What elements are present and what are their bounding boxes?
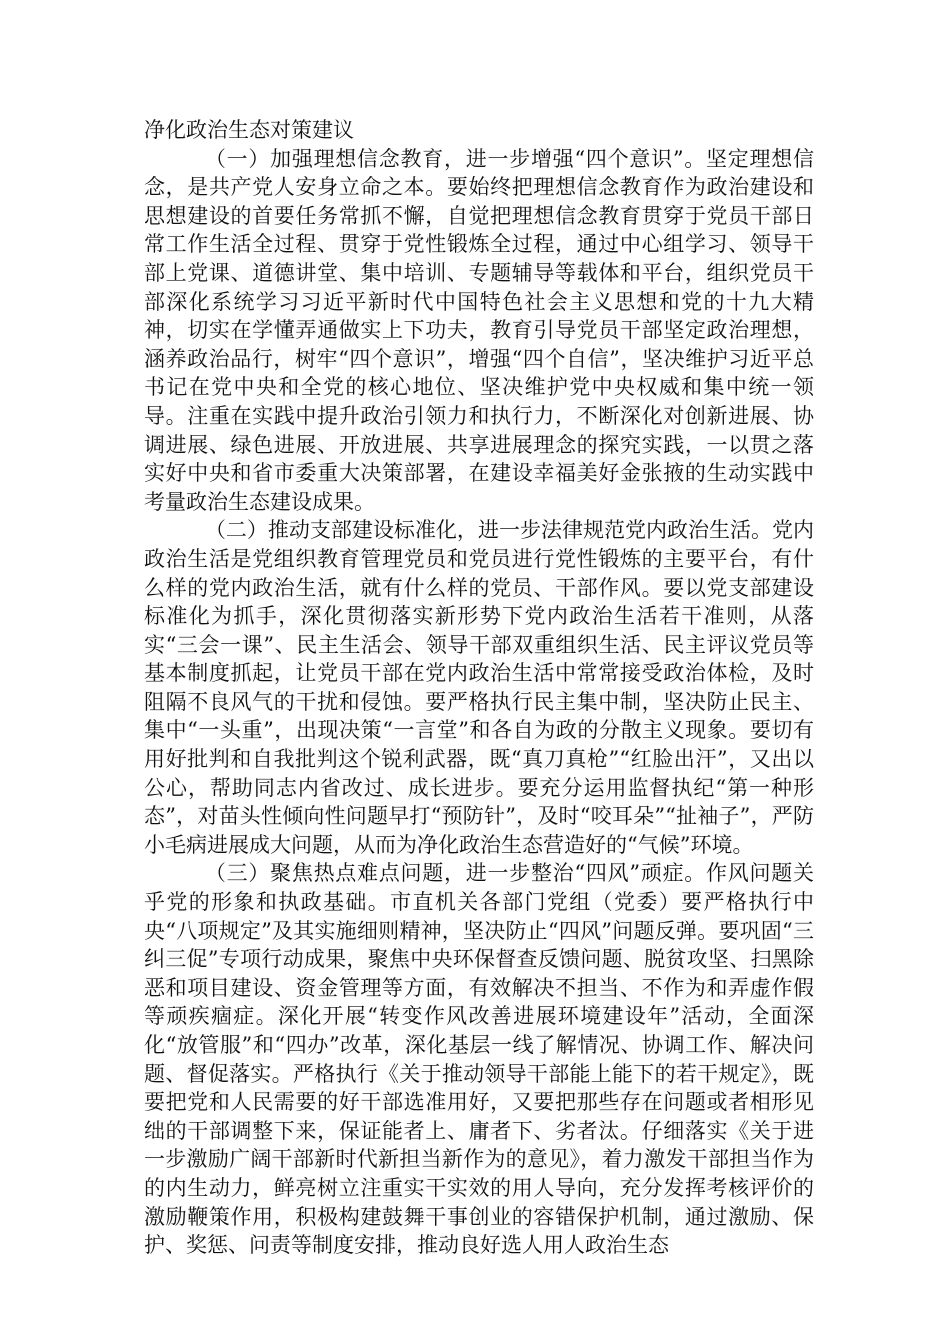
paragraph-1: （一）加强理想信念教育，进一步增强“四个意识”。坚定理想信念，是共产党人安身立命之本。要始终把理想信念教育作为政治建设和思想建设的首要任务常抓不懈，自觉把理想信念教育贯穿于党员干部日常工作生活全过程、贯穿于党性锻炼全过程，通过中心组学习、领导干部上党课、道德讲堂、集中培训、专题辅导等载体和平台，组织党员干部深化系统学习习近平新时代中国特色社会主义思想和党的十九大精神，切实在学懂弄通做实上下功夫，教育引导党员干部坚定政治理想，涵养政治品行，树牢“四个意识”，增强“四个自信”，坚决维护习近平总书记在党中央和全党的核心地位、坚决维护党中央权威和集中统一领导。注重在实践中提升政治引领力和执行力，不断深化对创新进展、协调进展、绿色进展、开放进展、共享进展理念的探究实践，一以贯之落实好中央和省市委重大决策部署，在建设幸福美好金张掖的生动实践中考量政治生态建设成果。 [144, 146, 814, 514]
document-title: 净化政治生态对策建议 [144, 118, 354, 142]
paragraph-3: （三）聚焦热点难点问题，进一步整治“四风”顽症。作风问题关乎党的形象和执政基础。市直机关各部门党组（党委）要严格执行中央“八项规定”及其实施细则精神，坚决防止“四风”问题反弹。要巩固“三纠三促”专项行动成果，聚焦中央环保督查反馈问题、脱贫攻坚、扫黑除恶和项目建设、资金管理等方面，有效解决不担当、不作为和弄虚作假等顽疾痼症。深化开展“转变作风改善进展环境建设年”活动，全面深化“放管服”和“四办”改革，深化基层一线了解情况、协调工作、解决问题、督促落实。严格执行《关于推动领导干部能上能下的若干规定》，既要把党和人民需要的好干部选准用好，又要把那些存在问题或者相形见绌的干部调整下来，保证能者上、庸者下、劣者汰。仔细落实《关于进一步激励广阔干部新时代新担当新作为的意见》，着力激发干部担当作为的内生动力，鲜亮树立注重实干实效的用人导向，充分发挥考核评价的激励鞭策作用，积极构建鼓舞干事创业的容错保护机制，通过激励、保护、奖惩、问责等制度安排，推动良好选人用人政治生态 [144, 861, 814, 1258]
document-page [144, 116, 814, 1260]
paragraph-2: （二）推动支部建设标准化，进一步法律规范党内政治生活。党内政治生活是党组织教育管理党员和党员进行党性锻炼的主要平台，有什么样的党内政治生活，就有什么样的党员、干部作风。要以党支部建设标准化为抓手，深化贯彻落实新形势下党内政治生活若干准则，从落实“三会一课”、民主生活会、领导干部双重组织生活、民主评议党员等基本制度抓起，让党员干部在党内政治生活中常常接受政治体检，及时阻隔不良风气的干扰和侵蚀。要严格执行民主集中制，坚决防止民主、集中“一头重”，出现决策“一言堂”和各自为政的分散主义现象。要切有用好批判和自我批判这个锐利武器，既“真刀真枪”“红脸出汗”，又出以公心，帮助同志内省改过、成长进步。要充分运用监督执纪“第一种形态”，对苗头性倾向性问题早打“预防针”，及时“咬耳朵”“扯袖子”，严防小毛病进展成大问题，从而为净化政治生态营造好的“气候”环境。 [144, 518, 814, 857]
